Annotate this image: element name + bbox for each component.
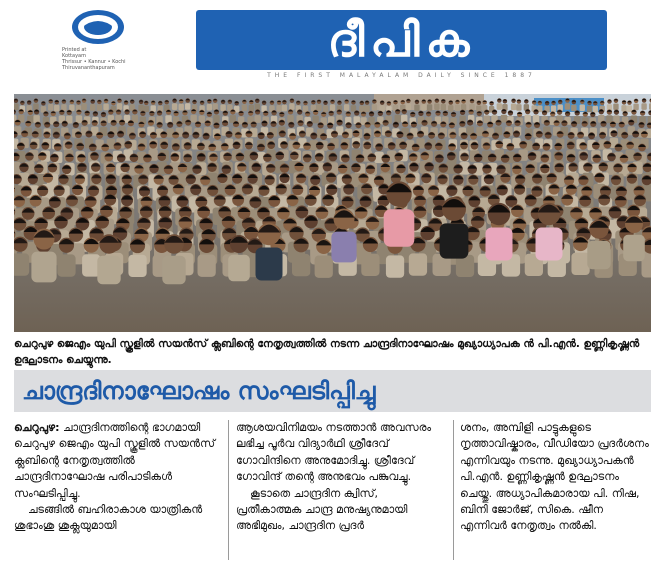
student-figure [97,100,102,112]
student-figure [455,100,460,112]
student-figure [316,99,321,111]
print-info-line: Printed at [62,47,87,53]
student-figure [54,100,59,112]
student-figure [282,100,287,112]
student-figure [414,100,419,112]
student-figure [571,100,576,112]
student-figure [497,98,502,110]
print-info-line: Thrissur • Kannur • Kochi [62,59,126,65]
article-paragraph: ചടങ്ങിൽ ബഹിരാകാശ യാത്രികൻ ശുഭാംശു ശുക്ലയുമായി [14,503,203,533]
student-figure [359,101,364,113]
student-figure [287,109,293,123]
student-figure [213,109,219,123]
student-figure [372,99,377,111]
student-figure [448,100,453,112]
student-figure [434,98,439,110]
article-paragraph: ആശയവിനിമയം നടത്താൻ അവസരം ലഭിച്ച പൂർവ വിദ്യാർഥി ശ്രീദേവ് ഗോവിന്ദിനെ അനുമോദിച്ചു. ശ്രീദേവ് ഗോവിന്ദ് തന്റെ അനുഭവം പങ്കുവച്ചു. [236,421,432,484]
student-figure [138,100,143,112]
student-figure [66,110,72,124]
student-figure [190,109,196,123]
student-figure [551,101,556,113]
article-column-3 [460,420,652,535]
student-figure [198,238,216,277]
student-figure [421,99,426,111]
student-figure [144,101,149,113]
article-headline: ചാന്ദ്രദിനാഘോഷം സംഘടിപ്പിച്ചു [22,377,376,405]
student-figure [627,100,632,112]
student-figure [440,197,469,259]
student-figure [97,234,120,284]
student-figure [249,100,254,112]
student-figure [484,110,490,124]
photo-caption: ചെറുപുഴ ജെഎം യുപി സ്കൂളിൽ സയൻസ് ക്ലബിന്റെ നേതൃത്വത്തിൽ നടന്ന ചാന്ദ്രദിനാഘോഷം മുഖ്യാധ്യാപക ൻ പി.എൻ. ഉണ്ണികൃഷ്ണൻ ഉദ്ഘാടനം ചെയ്യുന്നു. [14,338,640,366]
student-figure [558,100,563,112]
student-figure [303,101,308,113]
student-figure [242,99,247,111]
student-figure [565,98,570,110]
print-info-line: Kottayam [62,53,86,59]
student-figure [364,100,369,112]
student-figure [254,109,260,123]
student-figure [31,229,56,283]
student-figure [230,109,236,123]
student-figure [502,99,507,111]
student-figure [48,99,53,111]
student-figure [61,99,66,111]
student-figure [14,152,21,174]
student-figure [516,99,521,111]
student-figure [524,109,530,123]
student-figure [255,98,260,110]
student-figure [641,98,646,110]
student-figure [395,109,401,123]
student-figure [14,237,29,276]
student-figure [469,99,474,111]
student-figure [172,98,177,110]
article-column-2 [236,420,446,535]
student-figure [69,100,74,112]
newspaper-title: ദീപിക [327,13,476,67]
student-figure [331,209,356,263]
print-info-line: Thiruvananthapuram [62,65,115,71]
student-figure [117,98,122,110]
article-paragraph: കൂടാതെ ചാന്ദ്രദിന ക്വിസ്, പ്രതീകാത്മക ചാന്ദ്ര മനുഷ്യനുമായി അഭിമുഖം, ചാന്ദ്രദിന പ്രദർ [236,486,408,533]
student-figure [587,101,592,113]
student-figure [220,100,225,112]
masthead-tagline: THE FIRST MALAYALAM DAILY SINCE 1887 [267,72,536,79]
student-figure [511,99,516,111]
student-figure [130,99,135,111]
student-figure [330,99,335,111]
student-figure [587,219,610,269]
student-figure [406,99,411,111]
student-figure [323,100,328,112]
student-figure [486,203,513,261]
student-figure [501,109,507,123]
column-divider [228,420,229,560]
student-figure [41,101,46,113]
student-figure [401,109,407,123]
column-divider [453,420,454,560]
news-photo [14,94,651,332]
student-figure [14,98,19,110]
student-figure [351,100,356,112]
student-figure [312,110,318,124]
student-figure [571,236,589,275]
student-figure [427,99,432,111]
student-figure [256,223,283,281]
student-figure [354,110,360,124]
student-figure [384,181,415,246]
student-figure [207,99,212,111]
newspaper-emblem-icon [70,8,126,46]
student-figure [379,100,384,112]
student-figure [142,154,152,176]
student-figure [633,99,638,111]
student-figure [151,100,156,112]
print-info [62,47,172,71]
student-figure [593,101,598,113]
article-text: ചാന്ദ്രദിനത്തിന്റെ ഭാഗമായി ചെറുപുഴ ജെഎം യുപി സ്കൂളിൽ സയൻസ് ക്ലബിന്റെ നേതൃത്വത്തിൽ ചാന്ദ്രദിനാഘോഷ പരിപാടികൾ സംഘടിപ്പിച്ചു. [14,421,216,500]
student-figure [261,101,266,113]
student-figure [128,238,146,277]
article-column-1 [14,420,220,535]
article-dateline: ചെറുപുഴ: [14,421,60,434]
student-figure [33,98,38,110]
masthead [0,0,665,86]
student-figure [18,163,29,187]
student-figure [606,109,612,123]
student-figure [476,101,481,113]
student-figure [227,100,232,112]
student-figure [536,203,563,261]
student-figure [441,99,446,111]
article-paragraph: ശനം, അമ്പിളി പാട്ടുകളുടെ നൃത്താവിഷ്കാരം, വീഡിയോ പ്രദർശനം എന്നിവയും നടന്നു. മുഖ്യാധ്യാപകൻ പി.എൻ. ഉണ്ണികൃഷ്ണൻ ഉദ്ഘാടനം ചെയ്തു. അധ്യാപികമാരായ പി. നിഷ, ബിനി ജോർജ്, സികെ. ഷീന എന്നിവർ നേതൃത്വം നൽകി. [460,421,649,533]
student-figure [613,110,619,124]
newspaper-title-banner [196,10,607,70]
student-figure [292,237,310,276]
student-figure [162,234,185,284]
student-figure [199,110,205,124]
article-paragraph [14,420,220,502]
student-figure [621,100,626,112]
student-figure [623,215,645,261]
student-figure [185,98,190,110]
student-figure [613,99,618,111]
student-figure [461,99,466,111]
crowd-photo-illustration [14,94,651,332]
student-figure [57,238,75,277]
student-figure [598,109,604,123]
student-figure [328,111,334,125]
student-figure [361,237,379,276]
student-figure [344,99,349,111]
student-figure [580,100,585,112]
student-figure [607,99,612,111]
student-figure [212,98,217,110]
student-figure [315,239,333,278]
student-figure [76,109,82,123]
student-figure [165,109,171,123]
student-figure [228,235,250,281]
student-figure [90,99,95,111]
student-figure [103,99,108,111]
student-figure [289,98,294,110]
student-figure [533,109,539,123]
student-figure [179,99,184,111]
student-figure [276,100,281,112]
student-figure [33,109,39,123]
student-figure [81,98,86,110]
